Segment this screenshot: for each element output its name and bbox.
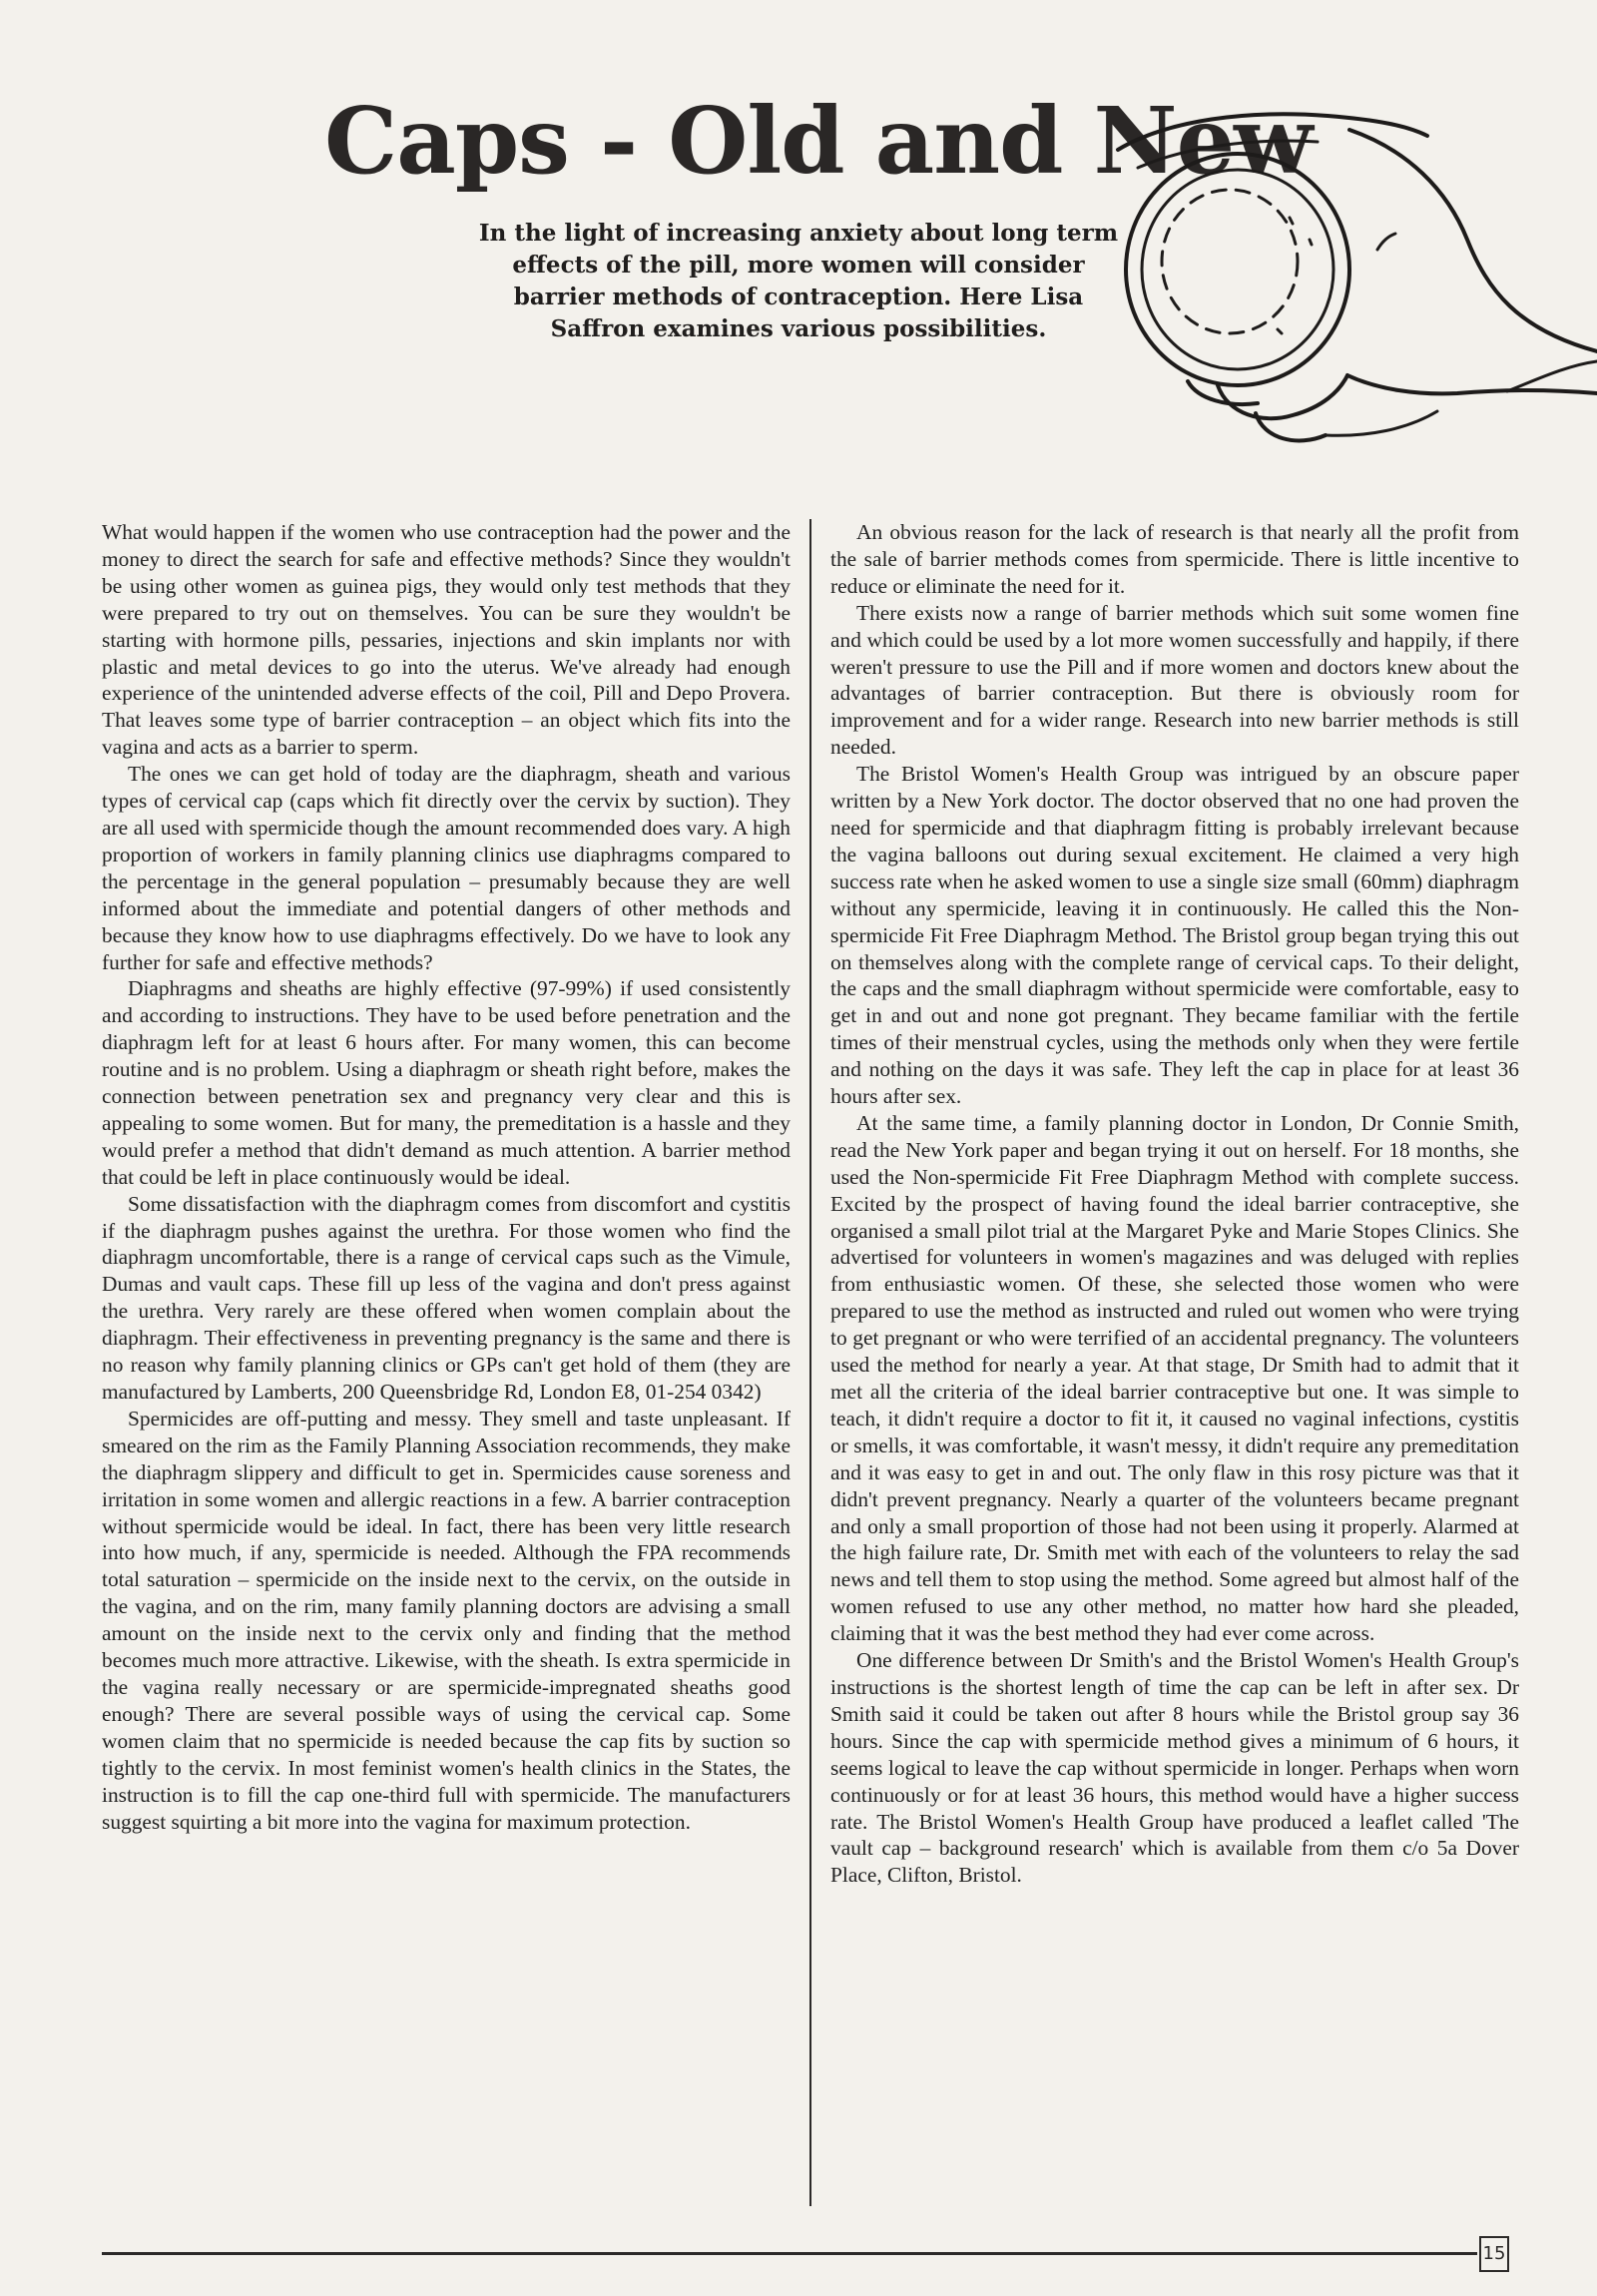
article-paragraph: One difference between Dr Smith's and the Bristol Women's Health Group's instructions is the shortest length of time the cap can be left in after sex. Dr Smith said it could be taken out after 8 hours while the Bristol group say 36 hours. Since the cap with spermicide method gives a minimum of 6 hours, it seems logical to leave the cap without spermicide in longer. Perhaps when worn continuously or for at least 36 hours, this method would have a higher success rate. The Bristol Women's Health Group have produced a leaflet called 'The vault cap – background research' which is available from them c/o 5a Dover Place, Clifton, Bristol.	[830, 1648, 1519, 1888]
article-paragraph: An obvious reason for the lack of research is that nearly all the profit from the sale of barrier methods comes from spermicide. There is little incentive to reduce or eliminate the need for it.	[830, 520, 1519, 598]
article-paragraph: The ones we can get hold of today are the diaphragm, sheath and various types of cervical cap (caps which fit directly over the cervix by suction). They are all used with spermicide though the amount recommended does vary. A high proportion of workers in family planning clinics use diaphragms compared to the percentage in the general population – presumably because they are well informed about the immediate and potential dangers of other methods and because they know how to use diaphragms effectively. Do we have to look any further for safe and effective methods?	[102, 762, 791, 974]
page-number: 15	[1479, 2236, 1509, 2272]
article-title: Caps - Old and New	[324, 87, 1313, 195]
article-paragraph: Diaphragms and sheaths are highly effective (97-99%) if used consistently and according to instructions. They have to be used before penetration and the diaphragm left for at least 6 hours after. For many women, this can become routine and is no problem. Using a diaphragm or sheath right before, makes the connection between penetration sex and pregnancy very clear and this is appealing to some women. But for many, the premeditation is a hassle and they would prefer a method that didn't demand as much attention. A barrier method that could be left in place continuously would be ideal.	[102, 976, 791, 1189]
article-standfirst: In the light of increasing anxiety about long term effects of the pill, more women will consider barrier methods of contraception. Here Lisa Saffron examines various possibilities.	[478, 220, 1119, 342]
article-paragraph: Spermicides are off-putting and messy. They smell and taste unpleasant. If smeared on the rim as the Family Planning Association recommends, they make the diaphragm slippery and difficult to get in. Spermicides cause soreness and irritation in some women and allergic reactions in a few. A barrier contraception without spermicide would be ideal. In fact, there has been very little research into how much, if any, spermicide is needed. Although the FPA recommends total saturation – spermicide on the inside next to the cervix, on the outside in the vagina, and on the rim, many family planning doctors are advising a small amount on the inside next to the cervix only and finding that the method becomes much more attractive. Likewise, with the sheath. Is extra spermicide in the vagina really necessary or are spermicide-impregnated sheaths good enough? There are several possible ways of using the cervical cap. Some women claim that no spermicide is needed because the cap fits by suction so tightly to the cervix. In most feminist women's health clinics in the States, the instruction is to fill the cap one-third full with spermicide. The manufacturers suggest squirting a bit more into the vagina for maximum protection.	[102, 1406, 791, 1834]
article-column-left	[102, 519, 791, 2206]
article-paragraph: Some dissatisfaction with the diaphragm comes from discomfort and cystitis if the diaphragm pushes against the urethra. For those women who find the diaphragm uncomfortable, there is a range of cervical caps such as the Vimule, Dumas and vault caps. These fill up less of the vagina and don't press against the urethra. Very rarely are these offered when women complain about the diaphragm. Their effectiveness in preventing pregnancy is the same and there is no reason why family planning clinics or GPs can't get hold of them (they are manufactured by Lamberts, 200 Queensbridge Rd, London E8, 01-254 0342)	[102, 1191, 791, 1404]
article-column-right	[830, 519, 1519, 2206]
article-paragraph: The Bristol Women's Health Group was intrigued by an obscure paper written by a New York doctor. The doctor observed that no one had proven the need for spermicide and that diaphragm fitting is probably irrelevant because the vagina balloons out during sexual excitement. He claimed a very high success rate when he asked women to use a single size small (60mm) diaphragm without any spermicide, leaving it in continuously. He called this the Non-spermicide Fit Free Diaphragm Method. The Bristol group began trying this out on themselves along with the complete range of cervical caps. To their delight, the caps and the small diaphragm without spermicide were comfortable, easy to get in and out and none got pregnant. They became familiar with the fertile times of their menstrual cycles, using the methods only when they were fertile and nothing on the days it was safe. They left the cap in place for at least 36 hours after sex.	[830, 762, 1519, 1109]
article-paragraph: At the same time, a family planning doctor in London, Dr Connie Smith, read the New York paper and began trying it out on herself. For 18 months, she used the Non-spermicide Fit Free Diaphragm Method with complete success. Excited by the prospect of having found the ideal barrier contraceptive, she organised a small pilot trial at the Margaret Pyke and Marie Stopes Clinics. She advertised for volunteers in women's magazines and was deluged with replies from enthusiastic women. Of these, she selected those women who were prepared to use the method as instructed and ruled out women who were trying to get pregnant or who were terrified of an accidental pregnancy. The volunteers used the method for nearly a year. At that stage, Dr Smith had to admit that it met all the criteria of the ideal barrier contraceptive but one. It was simple to teach, it didn't require a doctor to fit it, it caused no vaginal infections, cystitis or smells, it was comfortable, it wasn't messy, it didn't require any premeditation and it was easy to get in and out. The only flaw in this rosy picture was that it didn't prevent pregnancy. Nearly a quarter of the volunteers became pregnant and only a small proportion of those had not been using it properly. Alarmed at the high failure rate, Dr. Smith met with each of the volunteers to relay the sad news and tell them to stop using the method. Some agreed but almost half of the women refused to use any other method, no matter how hard she pleaded, claiming that it was the best method they had ever come across.	[830, 1110, 1519, 1646]
article-paragraph: What would happen if the women who use contraception had the power and the money to direct the search for safe and effective methods? Since they wouldn't be using other women as guinea pigs, they would only test methods that they were prepared to try out on themselves. You can be sure they wouldn't be starting with hormone pills, pessaries, injections and skin implants nor with plastic and metal devices to go into the uterus. We've already had enough experience of the unintended adverse effects of the coil, Pill and Depo Provera. That leaves some type of barrier contraception – an object which fits into the vagina and acts as a barrier to sperm.	[102, 520, 791, 760]
article-paragraph: There exists now a range of barrier methods which suit some women fine and which could be used by a lot more women successfully and happily, if there weren't pressure to use the Pill and if more women and doctors knew about the advantages of barrier contraception. But there is obviously room for improvement and for a wider range. Research into new barrier methods is still needed.	[830, 600, 1519, 760]
hand-holding-cap-illustration	[1078, 90, 1597, 509]
footer-rule	[102, 2252, 1477, 2255]
column-divider	[809, 519, 811, 2206]
